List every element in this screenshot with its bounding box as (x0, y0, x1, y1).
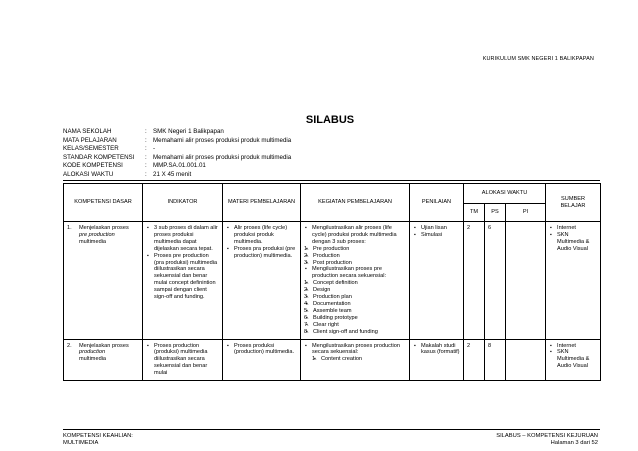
kompetensi-text (79, 343, 129, 364)
identity-value: SMK Negeri 1 Balikpapan (153, 128, 224, 135)
header-alokasi: ALOKASI WAKTU (464, 184, 546, 204)
cell-indikator (143, 222, 223, 340)
list-item: ▪ Makalah studi kasus (formatif) (421, 343, 460, 357)
footer-page-number: Halaman 3 dari 52 (550, 440, 598, 446)
page-title (0, 114, 638, 126)
list-item: ▪ 3 sub proses di dalam alir proses produksi multimedia dapat dijelaskan secara tepat. (154, 225, 219, 253)
identity-label: MATA PELAJARAN (63, 136, 117, 144)
identity-label: KELAS/SEMESTER (63, 145, 119, 153)
identity-row-code (63, 162, 291, 171)
identity-row-subject (63, 137, 291, 146)
cell-pi (506, 339, 546, 381)
row-number: 2. (67, 342, 72, 349)
identity-value: Memahami alir proses produksi produk multimedia (153, 136, 292, 144)
kompetensi-tail: multimedia (79, 356, 107, 363)
list-item: ▪ 8. Client sign-off and funding (313, 329, 406, 336)
cell-sumber (546, 339, 601, 381)
cell-tm: 2 (464, 339, 485, 381)
list-item (304, 225, 406, 266)
list-item: ▪ 1. Concept definition (313, 280, 406, 287)
cell-pi (506, 222, 546, 340)
header-materi: MATERI PEMBELAJARAN (223, 184, 301, 222)
list-item: ▪ 1. Content creation (321, 356, 406, 363)
cell-kompetensi (64, 222, 143, 340)
list-item: ▪ 3. Production plan (313, 294, 406, 301)
header-ps: PS (485, 204, 506, 222)
cell-kegiatan (301, 222, 410, 340)
header-kegiatan: KEGIATAN PEMBELAJARAN (301, 184, 410, 222)
identity-value: - (153, 145, 156, 153)
cell-sumber (546, 222, 601, 340)
identity-separator: : (145, 170, 147, 178)
identity-separator: : (145, 153, 147, 161)
cell-indikator (143, 339, 223, 381)
list-item: ▪ Simulasi (421, 232, 460, 239)
header-tm: TM (464, 204, 485, 222)
identity-label: NAMA SEKOLAH (63, 128, 112, 135)
identity-value: 21 X 45 menit (153, 170, 192, 178)
identity-separator: : (145, 136, 147, 144)
list-item: ▪ 2. Design (313, 287, 406, 294)
list-item: ▪ Alir proses (life cycle) produksi produk multimedia. (234, 225, 297, 246)
identity-row-time (63, 171, 291, 180)
list-item: ▪ 6. Building prototype (313, 315, 406, 322)
identity-row-class (63, 145, 291, 154)
identity-row-school (63, 128, 291, 137)
kegiatan-text: Mengilustrasikan proses production secara sekuensial: (312, 342, 400, 356)
list-item: ▪ Ujian lisan (421, 225, 460, 232)
kegiatan-text: Mengilustrasikan alir proses (life cycle) produksi produk multimedia dengan 3 sub proses: (312, 225, 397, 245)
list-item: ▪ Proses pre production (pra produksi) multimedia diilustrasikan secara sekuensial dan benar mulai concept definintion sampai dengan client sign-off and funding. (154, 253, 219, 301)
list-item: ▪ Internet (557, 225, 597, 232)
cell-kegiatan (301, 339, 410, 381)
header-institution: KURIKULUM SMK NEGERI 1 BALIKPAPAN (482, 56, 594, 62)
list-item (312, 343, 406, 364)
kompetensi-lead: Menjelaskan proses (79, 225, 129, 231)
footer-left-line1: KOMPETENSI KEAHLIAN: (63, 433, 133, 439)
table-row (64, 339, 601, 381)
list-item: ▪ 7. Clear right (313, 322, 406, 329)
list-item: ▪ SKN Multimedia & Audio Visual (557, 349, 597, 370)
list-item: ▪ Proses produksi (production) multimedia. (234, 343, 297, 357)
identity-value: MMP.SA.01.001.01 (153, 162, 206, 170)
divider-line (63, 180, 600, 181)
identity-block (63, 128, 291, 180)
list-item (304, 266, 406, 335)
list-item: ▪ Proses pra produksi (pre production) multimedia. (234, 246, 297, 260)
cell-penilaian (410, 222, 464, 340)
footer-divider (63, 429, 600, 430)
identity-label: STANDAR KOMPETENSI (63, 153, 135, 161)
header-sumber: SUMBER BELAJAR (546, 184, 601, 222)
table-row (64, 222, 601, 340)
identity-row-standard (63, 154, 291, 163)
kompetensi-text (79, 225, 129, 246)
syllabus-table (63, 183, 601, 381)
identity-label: KODE KOMPETENSI (63, 162, 123, 170)
header-penilaian: PENILAIAN (410, 184, 464, 222)
identity-separator: : (145, 145, 147, 153)
kompetensi-tail: multimedia (79, 238, 107, 245)
identity-separator: : (145, 128, 147, 135)
row-number: 1. (67, 225, 72, 231)
cell-ps: 8 (485, 339, 506, 381)
header-indikator: INDIKATOR (143, 184, 223, 222)
kompetensi-italic: pre production (79, 231, 115, 238)
cell-materi (223, 339, 301, 381)
header-kompetensi: KOMPETENSI DASAR (64, 184, 143, 222)
list-item: ▪ 1. Pre production (313, 246, 406, 253)
page-title-text: SILABUS (305, 114, 355, 126)
list-item: ▪ SKN Multimedia & Audio Visual (557, 232, 597, 253)
list-item: ▪ 2. Production (313, 253, 406, 260)
list-item: ▪ Proses production (produksi) multimedia diilustrasikan secara sekuensial dan benar mulai (154, 343, 219, 378)
identity-value: Memahami alir proses produksi produk multimedia (153, 153, 292, 161)
identity-separator: : (145, 162, 147, 170)
footer-left (63, 433, 133, 447)
footer-right-line1: SILABUS – KOMPETENSI KEJURUAN (496, 433, 598, 439)
list-item: ▪ 4. Documentation (313, 301, 406, 308)
kompetensi-italic: production (79, 349, 106, 356)
kegiatan-text: Mengilustrasikan proses pre production secara sekuensial: (312, 266, 387, 280)
list-item: ▪ 3. Post production (313, 260, 406, 267)
kompetensi-lead: Menjelaskan proses (79, 342, 129, 349)
identity-label: ALOKASI WAKTU (63, 170, 114, 178)
table-header-row (64, 184, 601, 204)
list-item: ▪ Internet (557, 343, 597, 350)
cell-kompetensi (64, 339, 143, 381)
header-pi: PI (506, 204, 546, 222)
footer-left-line2: MULTIMEDIA (63, 440, 99, 446)
list-item: ▪ 5. Assemble team (313, 308, 406, 315)
footer-right (496, 433, 598, 447)
cell-tm: 2 (464, 222, 485, 340)
cell-materi (223, 222, 301, 340)
cell-ps: 6 (485, 222, 506, 340)
cell-penilaian (410, 339, 464, 381)
